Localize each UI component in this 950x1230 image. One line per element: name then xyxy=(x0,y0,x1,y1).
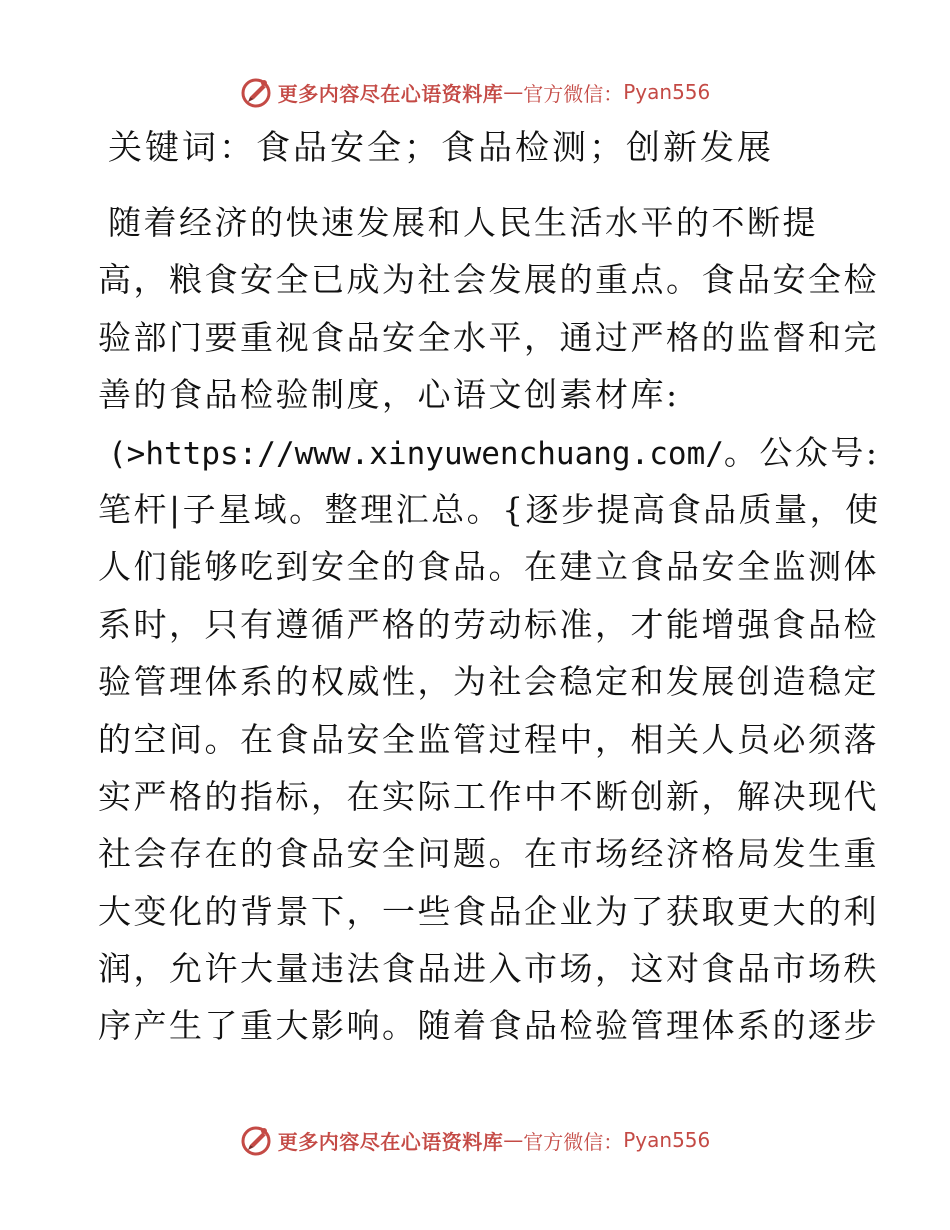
paragraph-line-url xyxy=(98,424,880,481)
brand-logo-icon xyxy=(240,1123,274,1157)
banner-wechat-id: Pyan556 xyxy=(623,80,711,104)
banner-wechat-id: Pyan556 xyxy=(623,1128,711,1152)
paragraph-line: 序产生了重大影响。随着食品检验管理体系的逐步 xyxy=(98,1006,879,1046)
brand-logo-icon xyxy=(240,75,274,109)
banner-wechat-label: 官方微信： xyxy=(523,1129,624,1154)
body-paragraph xyxy=(98,194,881,1055)
footer-banner xyxy=(0,1120,950,1160)
paragraph-line: 润，允许大量违法食品进入市场，这对食品市场秩 xyxy=(98,949,879,989)
paragraph-line: 系时，只有遵循严格的劳动标准，才能增强食品检 xyxy=(98,604,879,644)
paragraph-line: 随着经济的快速发展和人民生活水平的不断提 xyxy=(108,203,818,242)
paragraph-line: 善的食品检验制度，心语文创素材库: xyxy=(98,375,680,415)
paragraph-line: 验部门要重视食品安全水平，通过严格的监督和完 xyxy=(98,317,879,357)
banner-separator: — xyxy=(503,1128,524,1152)
paragraph-line: 社会存在的食品安全问题。在市场经济格局发生重 xyxy=(98,834,879,874)
paragraph-line: 的空间。在食品安全监管过程中，相关人员必须落 xyxy=(98,719,879,759)
banner-wechat-label: 官方微信： xyxy=(523,81,624,106)
paragraph-line: 人们能够吃到安全的食品。在建立食品安全监测体 xyxy=(98,547,879,587)
keywords-line: 关键词：食品安全；食品检测；创新发展 xyxy=(108,128,774,168)
paragraph-line: 验管理体系的权威性，为社会稳定和发展创造稳定 xyxy=(98,662,879,702)
header-banner xyxy=(0,72,950,112)
paragraph-line: 高，粮食安全已成为社会发展的重点。食品安全检 xyxy=(98,260,879,300)
banner-separator: — xyxy=(503,80,524,104)
paragraph-line: 大变化的背景下，一些食品企业为了获取更大的利 xyxy=(98,891,879,931)
banner-text: 更多内容尽在心语资料库 xyxy=(277,81,504,106)
url-suffix: 。公众号: xyxy=(723,432,880,472)
banner-text: 更多内容尽在心语资料库 xyxy=(277,1129,504,1154)
paragraph-line: 笔杆|子星域。整理汇总。{逐步提高食品质量，使 xyxy=(98,489,881,529)
paragraph-line: 实严格的指标，在实际工作中不断创新，解决现代 xyxy=(98,776,879,816)
url-text: (>https://www.xinyuwenchuang.com/ xyxy=(108,435,724,472)
